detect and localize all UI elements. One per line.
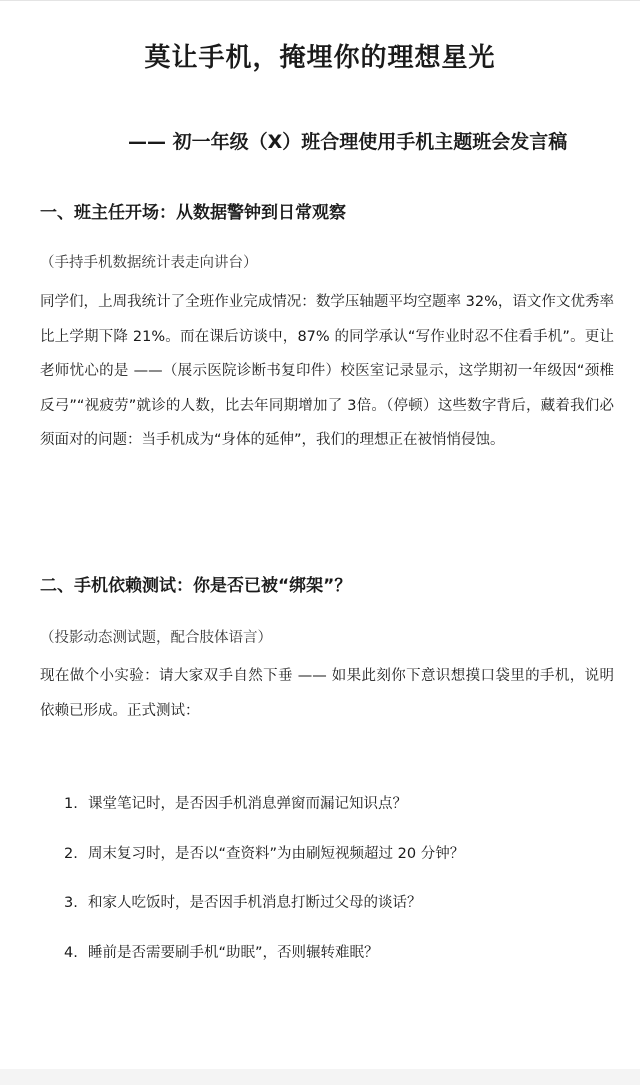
section1-stage-note: （手持手机数据统计表走向讲台）: [40, 255, 258, 271]
test-item-number: 2.: [64, 846, 78, 862]
test-item: [64, 891, 422, 912]
test-item-text: 睡前是否需要刷手机“助眠”，否则辗转难眠？: [88, 945, 379, 961]
page-title: 莫让手机，掩埋你的理想星光: [144, 43, 496, 73]
test-item-text: 和家人吃饭时，是否因手机消息打断过父母的谈话？: [88, 895, 422, 911]
test-item-text: 周末复习时，是否以“查资料”为由刷短视频超过 20 分钟？: [88, 846, 465, 862]
section2-paragraph: 现在做个小实验：请大家双手自然下垂 —— 如果此刻你下意识想摸口袋里的手机，说明依赖已形成。正式测试：: [40, 668, 614, 719]
test-item-number: 4.: [64, 945, 78, 961]
section1-heading: 一、班主任开场：从数据警钟到日常观察: [40, 203, 346, 223]
section1-paragraph: 同学们，上周我统计了全班作业完成情况：数学压轴题平均空题率 32%，语文作文优秀率比上学期下降 21%。而在课后访谈中，87% 的同学承认“写作业时忍不住看手机”。更让老师忧心的是 ——（展示医院诊断书复印件）校医室记录显示，这学期初一年级因“颈椎反弓”“视疲劳”就诊的人数，比去年同期增加了 3倍。（停顿）这些数字背后，藏着我们必须面对的问题：当手机成为“身体的延伸”，我们的理想正在被悄悄侵蚀。: [40, 294, 614, 448]
section2-heading: 二、手机依赖测试：你是否已被“绑架”？: [40, 576, 352, 596]
test-item-text: 课堂笔记时，是否因手机消息弹窗而漏记知识点？: [88, 796, 407, 812]
test-item-number: 1.: [64, 796, 78, 812]
test-item: [64, 842, 464, 863]
test-item-number: 3.: [64, 895, 78, 911]
page-bottom-edge: [0, 1069, 640, 1085]
test-item: [64, 941, 379, 962]
section2-stage-note: （投影动态测试题，配合肢体语言）: [40, 630, 272, 646]
test-item: [64, 792, 407, 813]
page-subtitle: —— 初一年级（X）班合理使用手机主题班会发言稿: [128, 131, 568, 153]
